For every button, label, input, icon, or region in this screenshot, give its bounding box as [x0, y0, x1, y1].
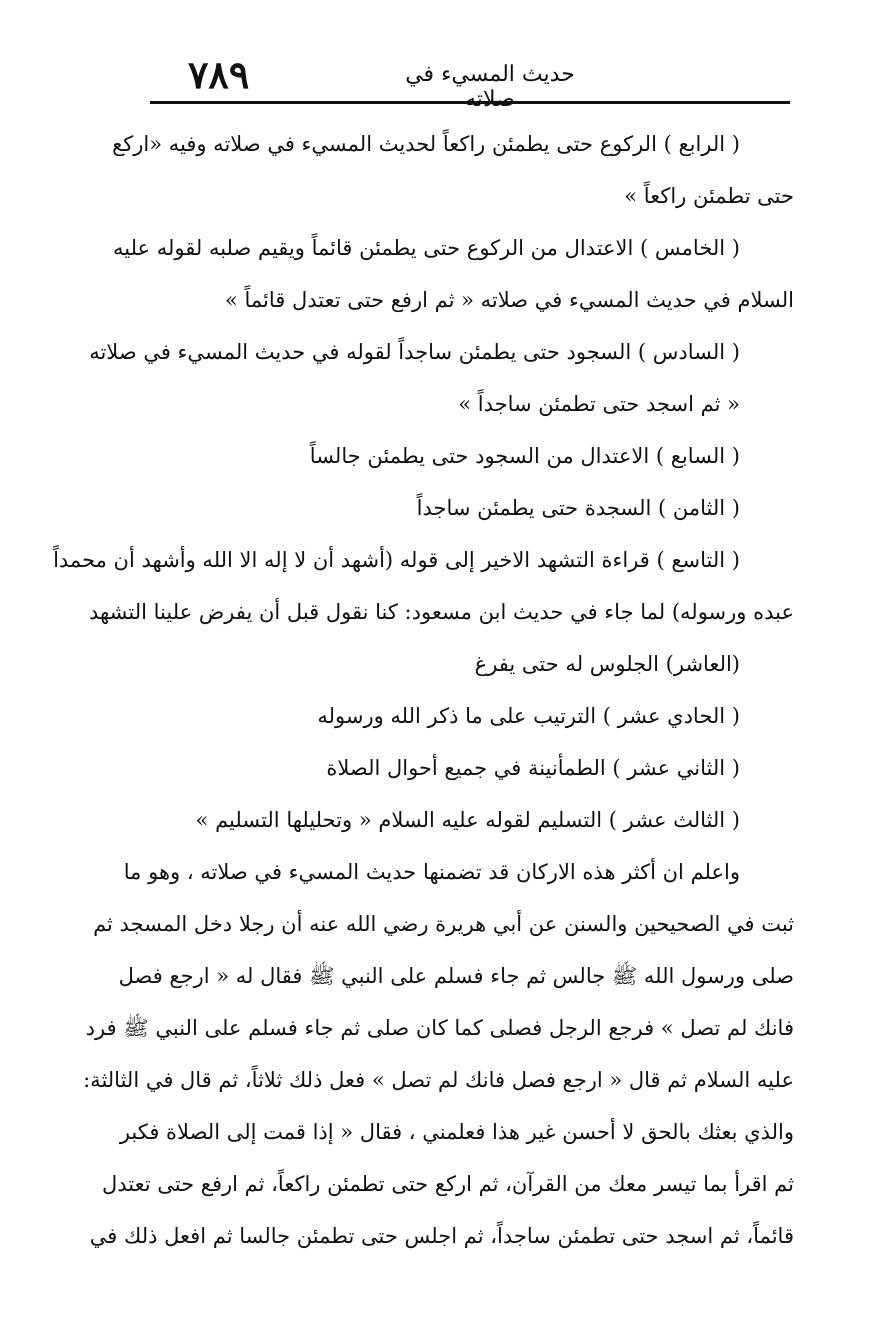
- text-line: ( الرابع ) الركوع حتى يطمئن راكعاً لحديث المسيء في صلاته وفيه «اركع: [112, 132, 740, 156]
- page-number: ٧٨٩: [188, 52, 250, 97]
- text-line: ( السادس ) السجود حتى يطمئن ساجداً لقوله في حديث المسيء في صلاته: [89, 340, 740, 364]
- text-line: ( التاسع ) قراءة التشهد الاخير إلى قوله (أشهد أن لا إله الا الله وأشهد أن محمداً: [53, 548, 740, 572]
- text-line: حتى تطمئن راكعاً »: [624, 184, 794, 208]
- text-line: ( الثاني عشر ) الطمأنينة في جميع أحوال الصلاة: [326, 756, 740, 780]
- text-line: عبده ورسوله) لما جاء في حديث ابن مسعود: كنا نقول قبل أن يفرض علينا التشهد: [88, 600, 794, 624]
- text-line: ( الثالث عشر ) التسليم لقوله عليه السلام « وتحليلها التسليم »: [195, 808, 740, 832]
- text-line: ثبت في الصحيحين والسنن عن أبي هريرة رضي الله عنه أن رجلا دخل المسجد ثم: [93, 912, 794, 936]
- text-line: عليه السلام ثم قال « ارجع فصل فانك لم تصل » فعل ذلك ثلاثاً، ثم قال في الثالثة:: [83, 1068, 794, 1092]
- text-line: ( الخامس ) الاعتدال من الركوع حتى يطمئن قائماً ويقيم صلبه لقوله عليه: [112, 236, 740, 260]
- text-line: قائماً، ثم اسجد حتى تطمئن ساجداً، ثم اجلس حتى تطمئن جالسا ثم افعل ذلك في: [89, 1224, 794, 1248]
- text-line: والذي بعثك بالحق لا أحسن غير هذا فعلمني ، فقال « إذا قمت إلى الصلاة فكبر: [119, 1120, 794, 1144]
- text-line: ( السابع ) الاعتدال من السجود حتى يطمئن جالساً: [309, 444, 740, 468]
- page-header: [150, 52, 790, 112]
- text-line: « ثم اسجد حتى تطمئن ساجداً »: [458, 392, 740, 416]
- text-line: واعلم ان أكثر هذه الاركان قد تضمنها حديث المسيء في صلاته ، وهو ما: [123, 860, 740, 884]
- text-line: ( الحادي عشر ) الترتيب على ما ذكر الله ورسوله: [317, 704, 740, 728]
- text-line: (العاشر) الجلوس له حتى يفرغ: [474, 652, 740, 676]
- text-line: ثم اقرأ بما تيسر معك من القرآن، ثم اركع حتى تطمئن راكعاً، ثم ارفع حتى تعتدل: [102, 1172, 794, 1196]
- body-text: [53, 118, 794, 1262]
- text-line: صلى ورسول الله ﷺ جالس ثم جاء فسلم على النبي ﷺ فقال له « ارجع فصل: [118, 964, 794, 988]
- text-line: السلام في حديث المسيء في صلاته « ثم ارفع حتى تعتدل قائماً »: [224, 288, 794, 312]
- header-rule: [150, 101, 790, 104]
- running-title: حديث المسيء في صلاته: [405, 62, 575, 112]
- text-line: ( الثامن ) السجدة حتى يطمئن ساجداً: [416, 496, 740, 520]
- text-line: فانك لم تصل » فرجع الرجل فصلى كما كان صلى ثم جاء فسلم على النبي ﷺ فرد: [85, 1016, 794, 1040]
